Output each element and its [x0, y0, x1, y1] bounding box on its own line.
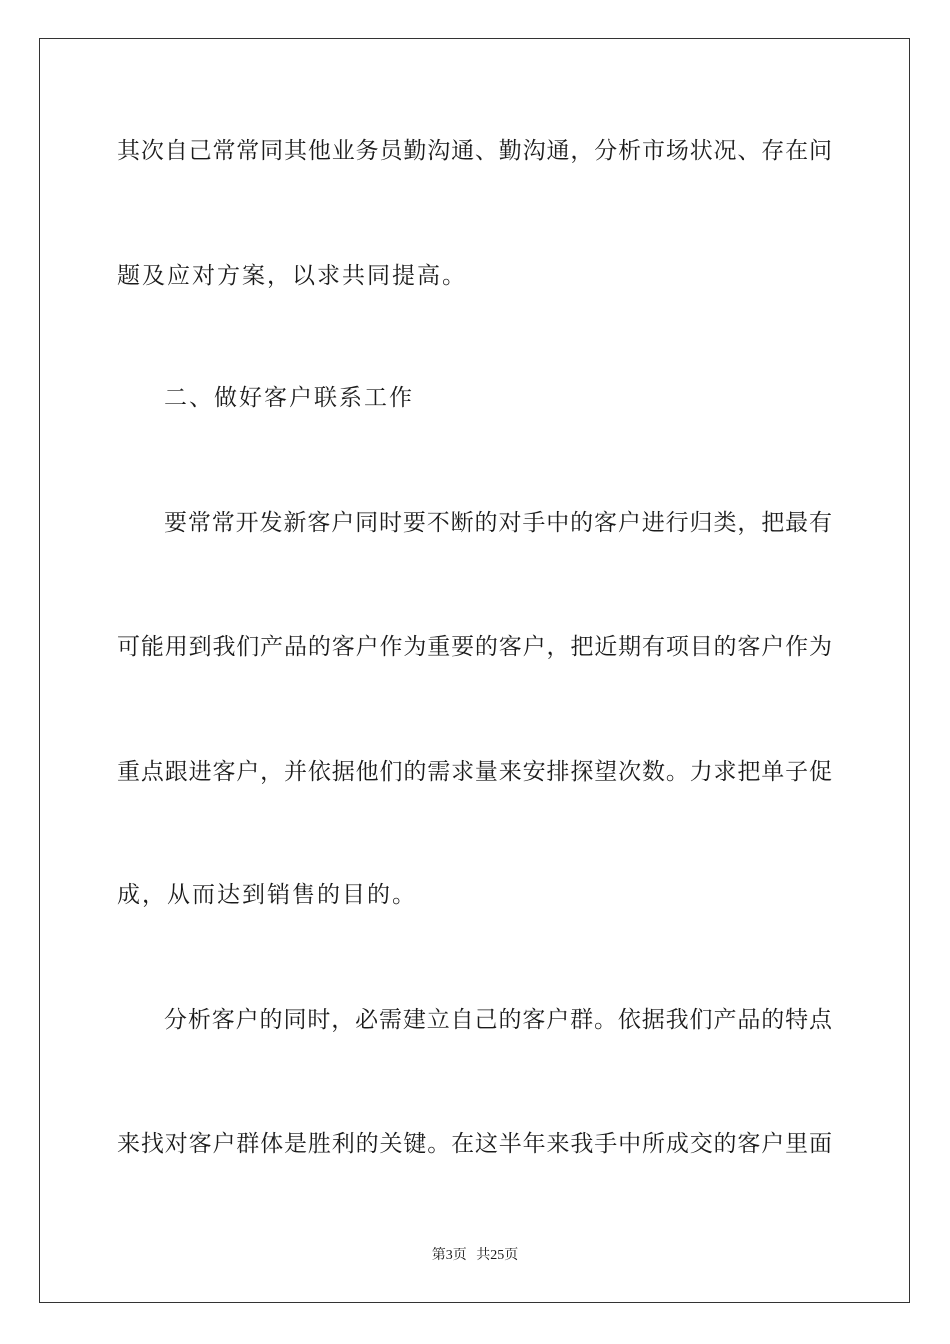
paragraph-line: 其次自己常常同其他业务员勤沟通、勤沟通，分析市场状况、存在问	[117, 138, 832, 164]
section-heading: 二、做好客户联系工作	[164, 385, 414, 411]
page-footer	[0, 1247, 950, 1265]
paragraph-line: 来找对客户群体是胜利的关键。在这半年来我手中所成交的客户里面	[117, 1131, 832, 1157]
paragraph-line: 分析客户的同时，必需建立自己的客户群。依据我们产品的特点	[164, 1007, 832, 1033]
paragraph-line: 题及应对方案，以求共同提高。	[117, 263, 467, 289]
paragraph-line: 成，从而达到销售的目的。	[117, 882, 417, 908]
total-pages: 共25页	[476, 1248, 519, 1263]
paragraph-line: 重点跟进客户，并依据他们的需求量来安排探望次数。力求把单子促	[117, 759, 832, 785]
paragraph-line: 可能用到我们产品的客户作为重要的客户，把近期有项目的客户作为	[117, 634, 832, 660]
page-border	[39, 38, 910, 1303]
paragraph-line: 要常常开发新客户同时要不断的对手中的客户进行归类，把最有	[164, 510, 832, 536]
page-number: 第3页	[431, 1248, 467, 1263]
